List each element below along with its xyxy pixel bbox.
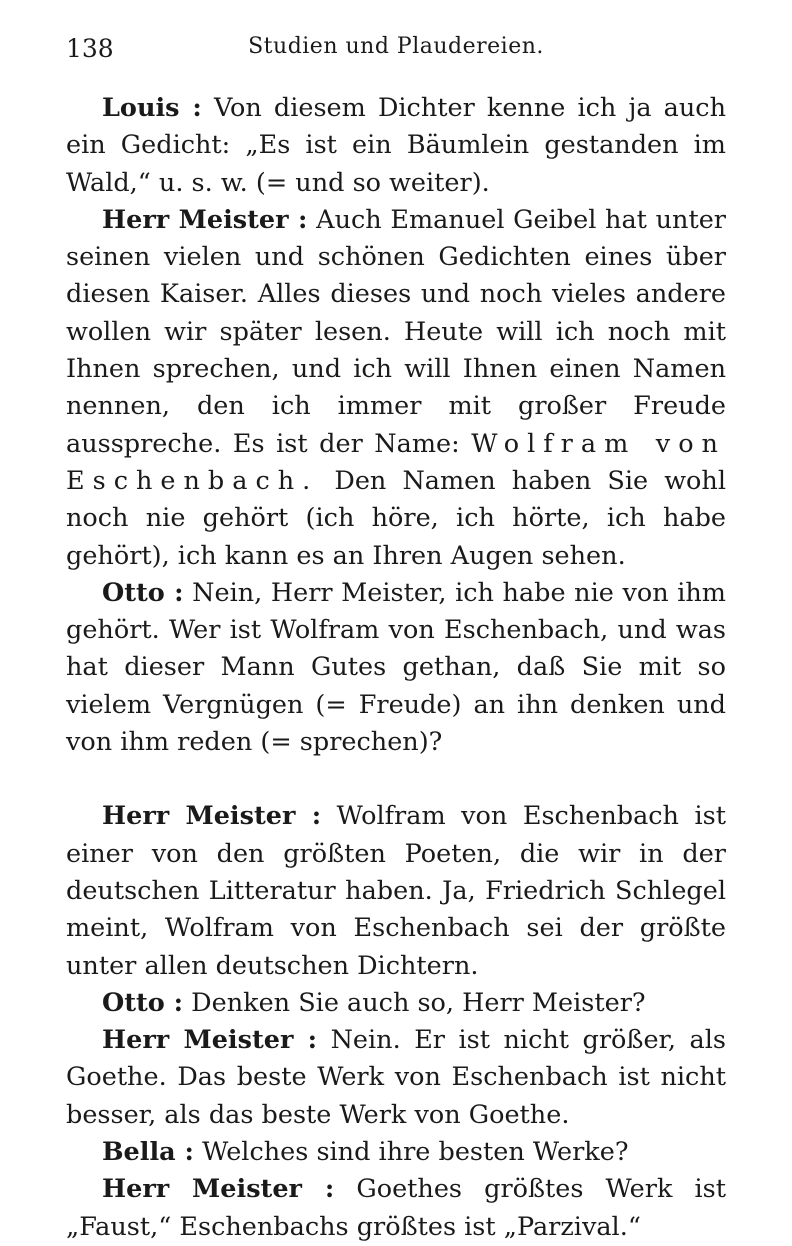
dialogue-paragraph bbox=[66, 90, 726, 202]
speaker-name: Otto : bbox=[102, 577, 184, 608]
page-body bbox=[66, 90, 726, 1246]
speaker-name: Herr Meister : bbox=[102, 204, 308, 235]
speaker-name: Louis : bbox=[102, 93, 202, 123]
dialogue-text: Welches sind ihre besten Werke? bbox=[193, 1137, 629, 1168]
paragraph-gap bbox=[66, 761, 726, 798]
speaker-name: Herr Meister : bbox=[102, 1025, 318, 1056]
page-number: 138 bbox=[66, 34, 114, 63]
dialogue-paragraph bbox=[66, 798, 726, 984]
speaker-name: Bella : bbox=[102, 1137, 194, 1168]
speaker-name: Herr Meister : bbox=[102, 1174, 335, 1205]
emphasized-name: Wolfram von Eschenbach. bbox=[66, 428, 726, 496]
dialogue-text: Wolfram von Eschenbach ist einer von den größten Poeten, die wir in der deutschen Litteratur haben. Ja, Friedrich Schlegel meint, Wolfram von Eschenbach sei der größte unter allen deutschen Dichtern. bbox=[66, 801, 726, 981]
dialogue-paragraph bbox=[66, 1134, 726, 1171]
dialogue-text: Goethes größtes Werk ist „Faust,“ Eschenbachs größtes ist „Parzival.“ bbox=[66, 1174, 726, 1242]
speaker-name: Otto : bbox=[102, 987, 184, 1018]
page-header bbox=[66, 34, 726, 74]
dialogue-text: Denken Sie auch so, Herr Meister? bbox=[183, 987, 646, 1018]
dialogue-text: Von diesem Dichter kenne ich ja auch ein Gedicht: „Es ist ein Bäumlein gestanden im Wald,“ u. s. w. (= und so weiter). bbox=[66, 93, 726, 198]
dialogue-paragraph bbox=[66, 575, 726, 761]
dialogue-paragraph bbox=[66, 202, 726, 575]
speaker-name: Herr Meister : bbox=[102, 801, 322, 832]
dialogue-paragraph bbox=[66, 1022, 726, 1134]
dialogue-text: Nein. Er ist nicht größer, als Goethe. Das beste Werk von Eschenbach ist nicht besser, als das beste Werk von Goethe. bbox=[66, 1025, 726, 1130]
dialogue-text: Nein, Herr Meister, ich habe nie von ihm gehört. Wer ist Wolfram von Eschenbach, und was hat dieser Mann Gutes gethan, daß Sie mit so vielem Vergnügen (= Freude) an ihn denken und von ihm reden (= sprechen)? bbox=[66, 577, 726, 758]
dialogue-text: Den Namen haben Sie wohl noch nie gehört (ich höre, ich hörte, ich habe gehört), ich kann es an Ihren Augen sehen. bbox=[66, 465, 726, 571]
running-title: Studien und Plaudereien. bbox=[248, 34, 544, 59]
dialogue-text: Auch Emanuel Geibel hat unter seinen vielen und schönen Gedichten eines über diesen Kaiser. Alles dieses und noch vieles andere wollen wir später lesen. Heute will ich noch mit Ihnen sprechen, und ich will Ihnen einen Namen nennen, den ich immer mit großer Freude ausspreche. Es ist der Name: bbox=[66, 204, 726, 459]
dialogue-paragraph bbox=[66, 985, 726, 1022]
dialogue-paragraph bbox=[66, 1171, 726, 1246]
